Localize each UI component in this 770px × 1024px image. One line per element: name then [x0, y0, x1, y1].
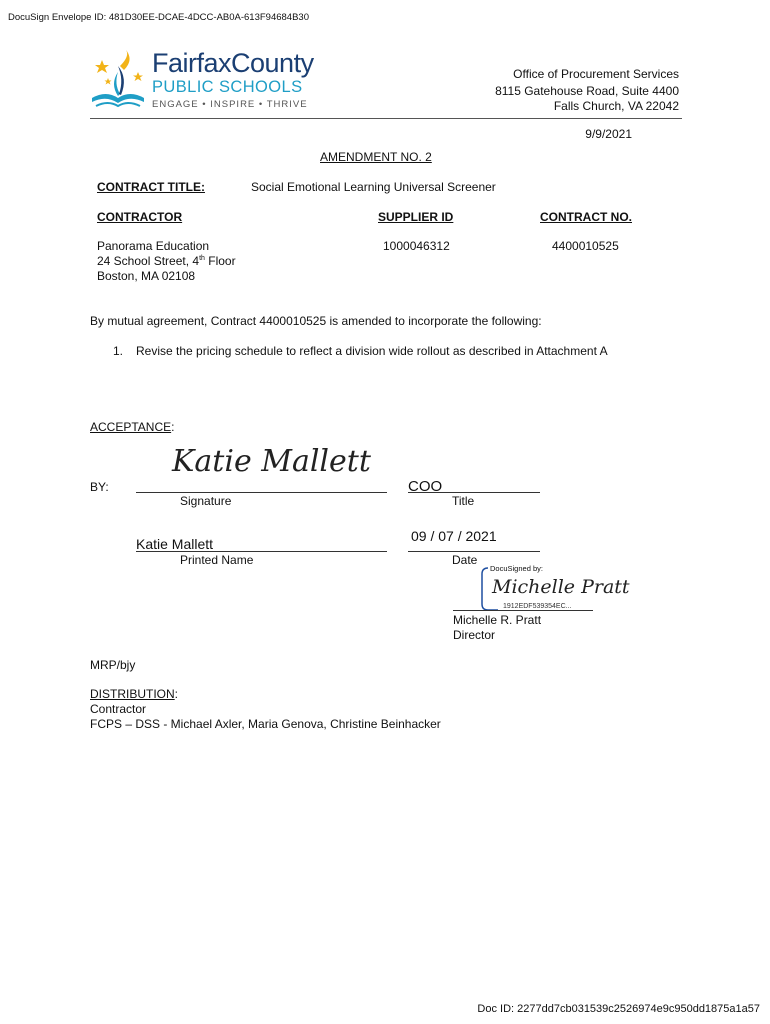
contract-title: Social Emotional Learning Universal Screener — [251, 180, 496, 194]
contract-title-label: CONTRACT TITLE: — [97, 180, 205, 194]
office-name: Office of Procurement Services — [513, 67, 679, 81]
initials: MRP/bjy — [90, 658, 136, 672]
item-text: Revise the pricing schedule to reflect a division wide rollout as described in Attachment A — [136, 344, 608, 358]
katie-signature: Katie Mallett — [172, 444, 371, 479]
signature-label: Signature — [180, 494, 232, 508]
logo-tagline: ENGAGE • INSPIRE • THRIVE — [152, 99, 308, 110]
printed-name-line — [136, 551, 387, 552]
document-date: 9/9/2021 — [585, 127, 632, 141]
title-value: COO — [408, 478, 443, 495]
item-number: 1. — [113, 344, 124, 358]
printed-name-value: Katie Mallett — [136, 536, 214, 552]
agreement-text: By mutual agreement, Contract 4400010525 is amended to incorporate the following: — [90, 314, 542, 328]
contractor-city: Boston, MA 02108 — [97, 269, 196, 283]
docusign-label: DocuSigned by: — [490, 564, 543, 573]
title-label: Title — [452, 494, 475, 508]
distribution-item: Contractor — [90, 702, 147, 716]
contract-no-header: CONTRACT NO. — [540, 210, 632, 224]
logo-line1: FairfaxCounty — [152, 48, 314, 78]
director-title: Director — [453, 628, 496, 642]
director-name: Michelle R. Pratt — [453, 613, 542, 627]
date-label: Date — [452, 553, 478, 567]
office-city: Falls Church, VA 22042 — [553, 99, 679, 113]
fcps-logo-icon — [88, 50, 148, 112]
contractor-name: Panorama Education — [97, 239, 210, 253]
printed-name-label: Printed Name — [180, 553, 254, 567]
office-street: 8115 Gatehouse Road, Suite 4400 — [495, 84, 679, 98]
contractor-street: 24 School Street, 4th Floor — [97, 254, 236, 268]
logo-line2: PUBLIC SCHOOLS — [152, 78, 303, 96]
docusign-code: 1912EDF539354EC... — [503, 603, 572, 610]
doc-id: Doc ID: 2277dd7cb031539c2526974e9c950dd1875a1a57 — [477, 1003, 760, 1015]
distribution-item: FCPS – DSS - Michael Axler, Maria Genova, Christine Beinhacker — [90, 717, 441, 731]
title-line — [408, 492, 540, 493]
contractor-header: CONTRACTOR — [97, 210, 183, 224]
amendment-title: AMENDMENT NO. 2 — [320, 150, 432, 164]
director-signature-line — [453, 610, 593, 611]
date-line — [408, 551, 540, 552]
supplier-id-header: SUPPLIER ID — [378, 210, 454, 224]
acceptance-heading: ACCEPTANCE: — [90, 420, 175, 434]
distribution-heading: DISTRIBUTION: — [90, 687, 179, 701]
contract-no-value: 4400010525 — [552, 239, 619, 253]
supplier-id-value: 1000046312 — [383, 239, 450, 253]
pratt-signature: Michelle Pratt — [492, 576, 630, 598]
signature-line — [136, 492, 387, 493]
header-divider — [90, 118, 682, 119]
envelope-id: DocuSign Envelope ID: 481D30EE-DCAE-4DCC-AB0A-613F94684B30 — [8, 12, 309, 23]
date-signed-value: 09 / 07 / 2021 — [411, 528, 497, 544]
by-label: BY: — [90, 480, 109, 494]
